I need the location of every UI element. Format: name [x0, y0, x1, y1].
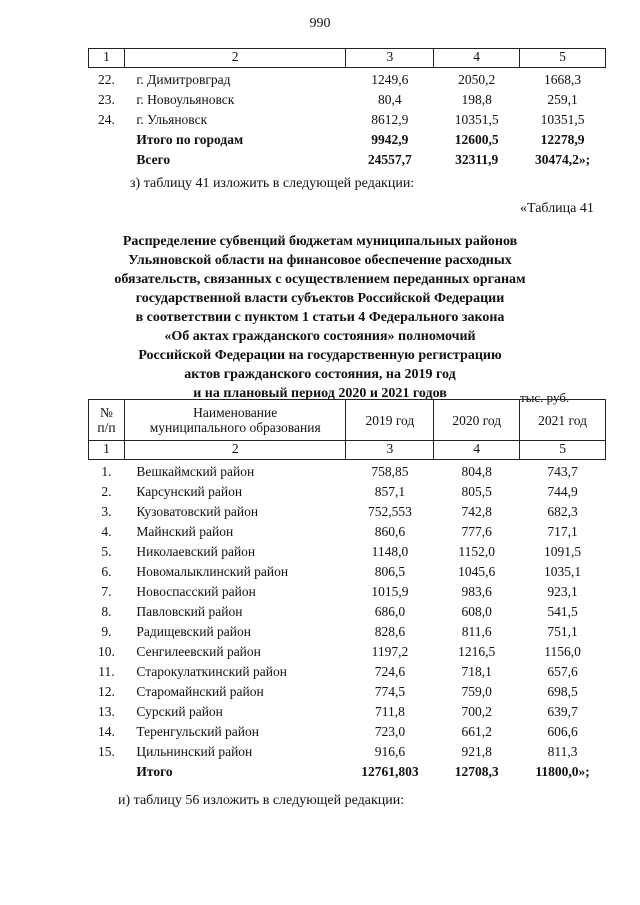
header-text: №	[100, 405, 113, 420]
row-value-2020: 921,8	[461, 744, 492, 759]
row-value-2020: 759,0	[461, 684, 492, 699]
title-line: и на плановый период 2020 и 2021 годов	[193, 386, 447, 401]
row-number: 3.	[101, 504, 112, 519]
row-name: г. Новоульяновск	[136, 92, 235, 107]
title-line: актов гражданского состояния, на 2019 год	[184, 367, 456, 382]
table-row	[89, 88, 606, 108]
row-name: Николаевский район	[136, 544, 256, 559]
row-value-2019: 857,1	[374, 484, 406, 499]
header-2020: 2020 год	[434, 400, 520, 441]
row-value-2019: 806,5	[374, 564, 406, 579]
table-row	[89, 740, 606, 760]
units-label: тыс. руб.	[520, 390, 570, 405]
subtotal-label: Итого по городам	[136, 132, 244, 147]
header-cell: 1	[89, 49, 125, 68]
row-value: 10351,5	[540, 112, 585, 127]
row-value-2021: 923,1	[547, 584, 578, 599]
row-value-2021: 717,1	[547, 524, 578, 539]
subtotal-value: 12278,9	[540, 132, 585, 147]
row-value: 1668,3	[543, 72, 582, 87]
table-row	[89, 460, 606, 481]
header-name	[124, 400, 346, 441]
title-line: обязательств, связанных с осуществлением переданных органам	[114, 272, 526, 287]
row-number: 14.	[98, 724, 115, 739]
row-value-2019: 752,553	[367, 504, 412, 519]
header-2019: 2019 год	[346, 400, 434, 441]
row-value-2021: 1156,0	[544, 644, 581, 659]
row-name: Вешкаймский район	[136, 464, 255, 479]
total-value: 12708,3	[454, 764, 499, 779]
row-name: Новоспасский район	[136, 584, 256, 599]
table-header-row	[89, 400, 606, 441]
total-value: 30474,2»;	[534, 152, 591, 167]
row-value-2021: 541,5	[547, 604, 578, 619]
header-number	[89, 400, 125, 441]
total-value: 11800,0»;	[535, 764, 590, 779]
index-cell: 3	[346, 441, 434, 460]
table-row	[89, 500, 606, 520]
table-row	[89, 720, 606, 740]
total-value: 32311,9	[455, 152, 499, 167]
row-value-2019: 723,0	[374, 724, 406, 739]
row-name: Теренгульский район	[136, 724, 260, 739]
page-number: 990	[309, 16, 331, 31]
table-row	[89, 620, 606, 640]
title-line: Российской Федерации на государственную регистрацию	[138, 348, 502, 363]
row-number: 13.	[98, 704, 115, 719]
row-value-2021: 639,7	[547, 704, 578, 719]
row-value: 10351,5	[454, 112, 499, 127]
row-value-2020: 777,6	[461, 524, 492, 539]
row-value-2020: 805,5	[461, 484, 492, 499]
amendment-paragraph-i: и) таблицу 56 изложить в следующей редакции:	[118, 793, 405, 808]
row-name: Карсунский район	[136, 484, 243, 499]
subtotal-value: 9942,9	[371, 132, 409, 147]
row-value-2019: 1197,2	[371, 644, 409, 659]
row-value-2019: 758,85	[371, 464, 409, 479]
row-number: 6.	[101, 564, 112, 579]
row-name: Цильнинский район	[136, 744, 253, 759]
header-cell: 4	[434, 49, 520, 68]
row-name: г. Димитровград	[136, 72, 231, 87]
continuation-table	[88, 48, 606, 168]
row-number: 11.	[98, 664, 115, 679]
header-cell: 5	[520, 49, 606, 68]
row-number: 23.	[98, 92, 115, 107]
row-number: 2.	[101, 484, 112, 499]
row-name: Новомалыклинский район	[136, 564, 289, 579]
index-cell: 2	[124, 441, 346, 460]
row-value-2021: 657,6	[547, 664, 578, 679]
row-value-2021: 1035,1	[544, 564, 582, 579]
row-name: Сенгилеевский район	[136, 644, 261, 659]
index-cell: 4	[434, 441, 520, 460]
row-number: 5.	[101, 544, 112, 559]
subtotal-row	[89, 128, 606, 148]
row-name: Майнский район	[136, 524, 234, 539]
row-value: 1249,6	[371, 72, 409, 87]
row-name: Павловский район	[136, 604, 243, 619]
row-number: 10.	[98, 644, 115, 659]
row-value-2021: 698,5	[547, 684, 578, 699]
row-value-2021: 744,9	[547, 484, 578, 499]
row-number: 24.	[98, 112, 115, 127]
row-value-2019: 916,6	[374, 744, 406, 759]
total-value: 12761,803	[361, 764, 419, 779]
row-value-2021: 606,6	[547, 724, 578, 739]
table-row	[89, 560, 606, 580]
row-name: Сурский район	[136, 704, 223, 719]
table-row	[89, 660, 606, 680]
row-name: Радищевский район	[136, 624, 251, 639]
row-number: 15.	[98, 744, 115, 759]
header-text: муниципального образования	[149, 420, 321, 435]
row-value-2019: 686,0	[374, 604, 406, 619]
total-row	[89, 760, 606, 780]
row-value: 259,1	[547, 92, 578, 107]
table-title	[80, 232, 560, 403]
table-row	[89, 580, 606, 600]
amendment-paragraph-z: з) таблицу 41 изложить в следующей редакции:	[130, 176, 415, 191]
row-value-2021: 751,1	[547, 624, 578, 639]
title-line: Распределение субвенций бюджетам муниципальных районов	[122, 234, 518, 249]
title-line: Ульяновской области на финансовое обеспечение расходных	[128, 253, 512, 268]
row-value-2020: 661,2	[461, 724, 492, 739]
row-value-2019: 774,5	[374, 684, 406, 699]
row-name: Старомайнский район	[136, 684, 264, 699]
row-value-2020: 1152,0	[458, 544, 496, 559]
table-row	[89, 520, 606, 540]
title-line: в соответствии с пунктом 1 статьи 4 Федерального закона	[135, 310, 505, 325]
row-value-2020: 608,0	[461, 604, 492, 619]
table-row	[89, 68, 606, 89]
total-label: Всего	[136, 152, 171, 167]
row-number: 22.	[98, 72, 115, 87]
table-header-row	[89, 49, 606, 68]
row-number: 1.	[101, 464, 112, 479]
row-value-2020: 700,2	[461, 704, 492, 719]
table-row	[89, 680, 606, 700]
row-name: г. Ульяновск	[136, 112, 208, 127]
row-value-2020: 718,1	[461, 664, 492, 679]
row-value-2019: 711,8	[374, 704, 405, 719]
row-value-2021: 1091,5	[544, 544, 582, 559]
index-cell: 5	[520, 441, 606, 460]
title-line: государственной власти субъектов Российской Федерации	[135, 291, 505, 306]
table-row	[89, 480, 606, 500]
table-label: «Таблица 41	[520, 201, 594, 216]
subtotal-value: 12600,5	[454, 132, 499, 147]
table-row	[89, 700, 606, 720]
row-number: 9.	[101, 624, 112, 639]
column-index-row	[89, 441, 606, 460]
row-value: 2050,2	[458, 72, 496, 87]
header-2021: 2021 год	[520, 400, 606, 441]
row-value-2021: 811,3	[547, 744, 578, 759]
total-label: Итого	[136, 764, 173, 779]
row-value-2020: 1216,5	[458, 644, 496, 659]
row-number: 4.	[101, 524, 112, 539]
row-number: 8.	[101, 604, 112, 619]
table-row	[89, 540, 606, 560]
row-name: Старокулаткинский район	[136, 664, 287, 679]
row-value-2020: 1045,6	[458, 564, 496, 579]
index-cell: 1	[89, 441, 125, 460]
title-line: «Об актах гражданского состояния» полномочий	[164, 329, 476, 344]
row-value-2021: 743,7	[547, 464, 578, 479]
row-number: 7.	[101, 584, 112, 599]
row-value: 8612,9	[371, 112, 409, 127]
row-value-2020: 742,8	[461, 504, 492, 519]
total-value: 24557,7	[367, 152, 412, 167]
header-text: п/п	[97, 420, 116, 435]
row-value-2019: 828,6	[374, 624, 406, 639]
row-name: Кузоватовский район	[136, 504, 259, 519]
header-cell: 3	[346, 49, 434, 68]
table-row	[89, 108, 606, 128]
total-row	[89, 148, 606, 168]
row-value-2019: 724,6	[374, 664, 406, 679]
row-value-2019: 1148,0	[371, 544, 409, 559]
row-value-2020: 804,8	[461, 464, 492, 479]
row-value-2020: 983,6	[461, 584, 492, 599]
table-row	[89, 640, 606, 660]
row-value-2021: 682,3	[547, 504, 578, 519]
row-value-2019: 860,6	[374, 524, 406, 539]
table-row	[89, 600, 606, 620]
table-41	[88, 399, 606, 780]
row-number: 12.	[98, 684, 115, 699]
row-value-2020: 811,6	[461, 624, 492, 639]
header-cell: 2	[124, 49, 346, 68]
row-value-2019: 1015,9	[371, 584, 409, 599]
row-value: 80,4	[378, 92, 402, 107]
row-value: 198,8	[461, 92, 492, 107]
header-text: Наименование	[193, 405, 278, 420]
